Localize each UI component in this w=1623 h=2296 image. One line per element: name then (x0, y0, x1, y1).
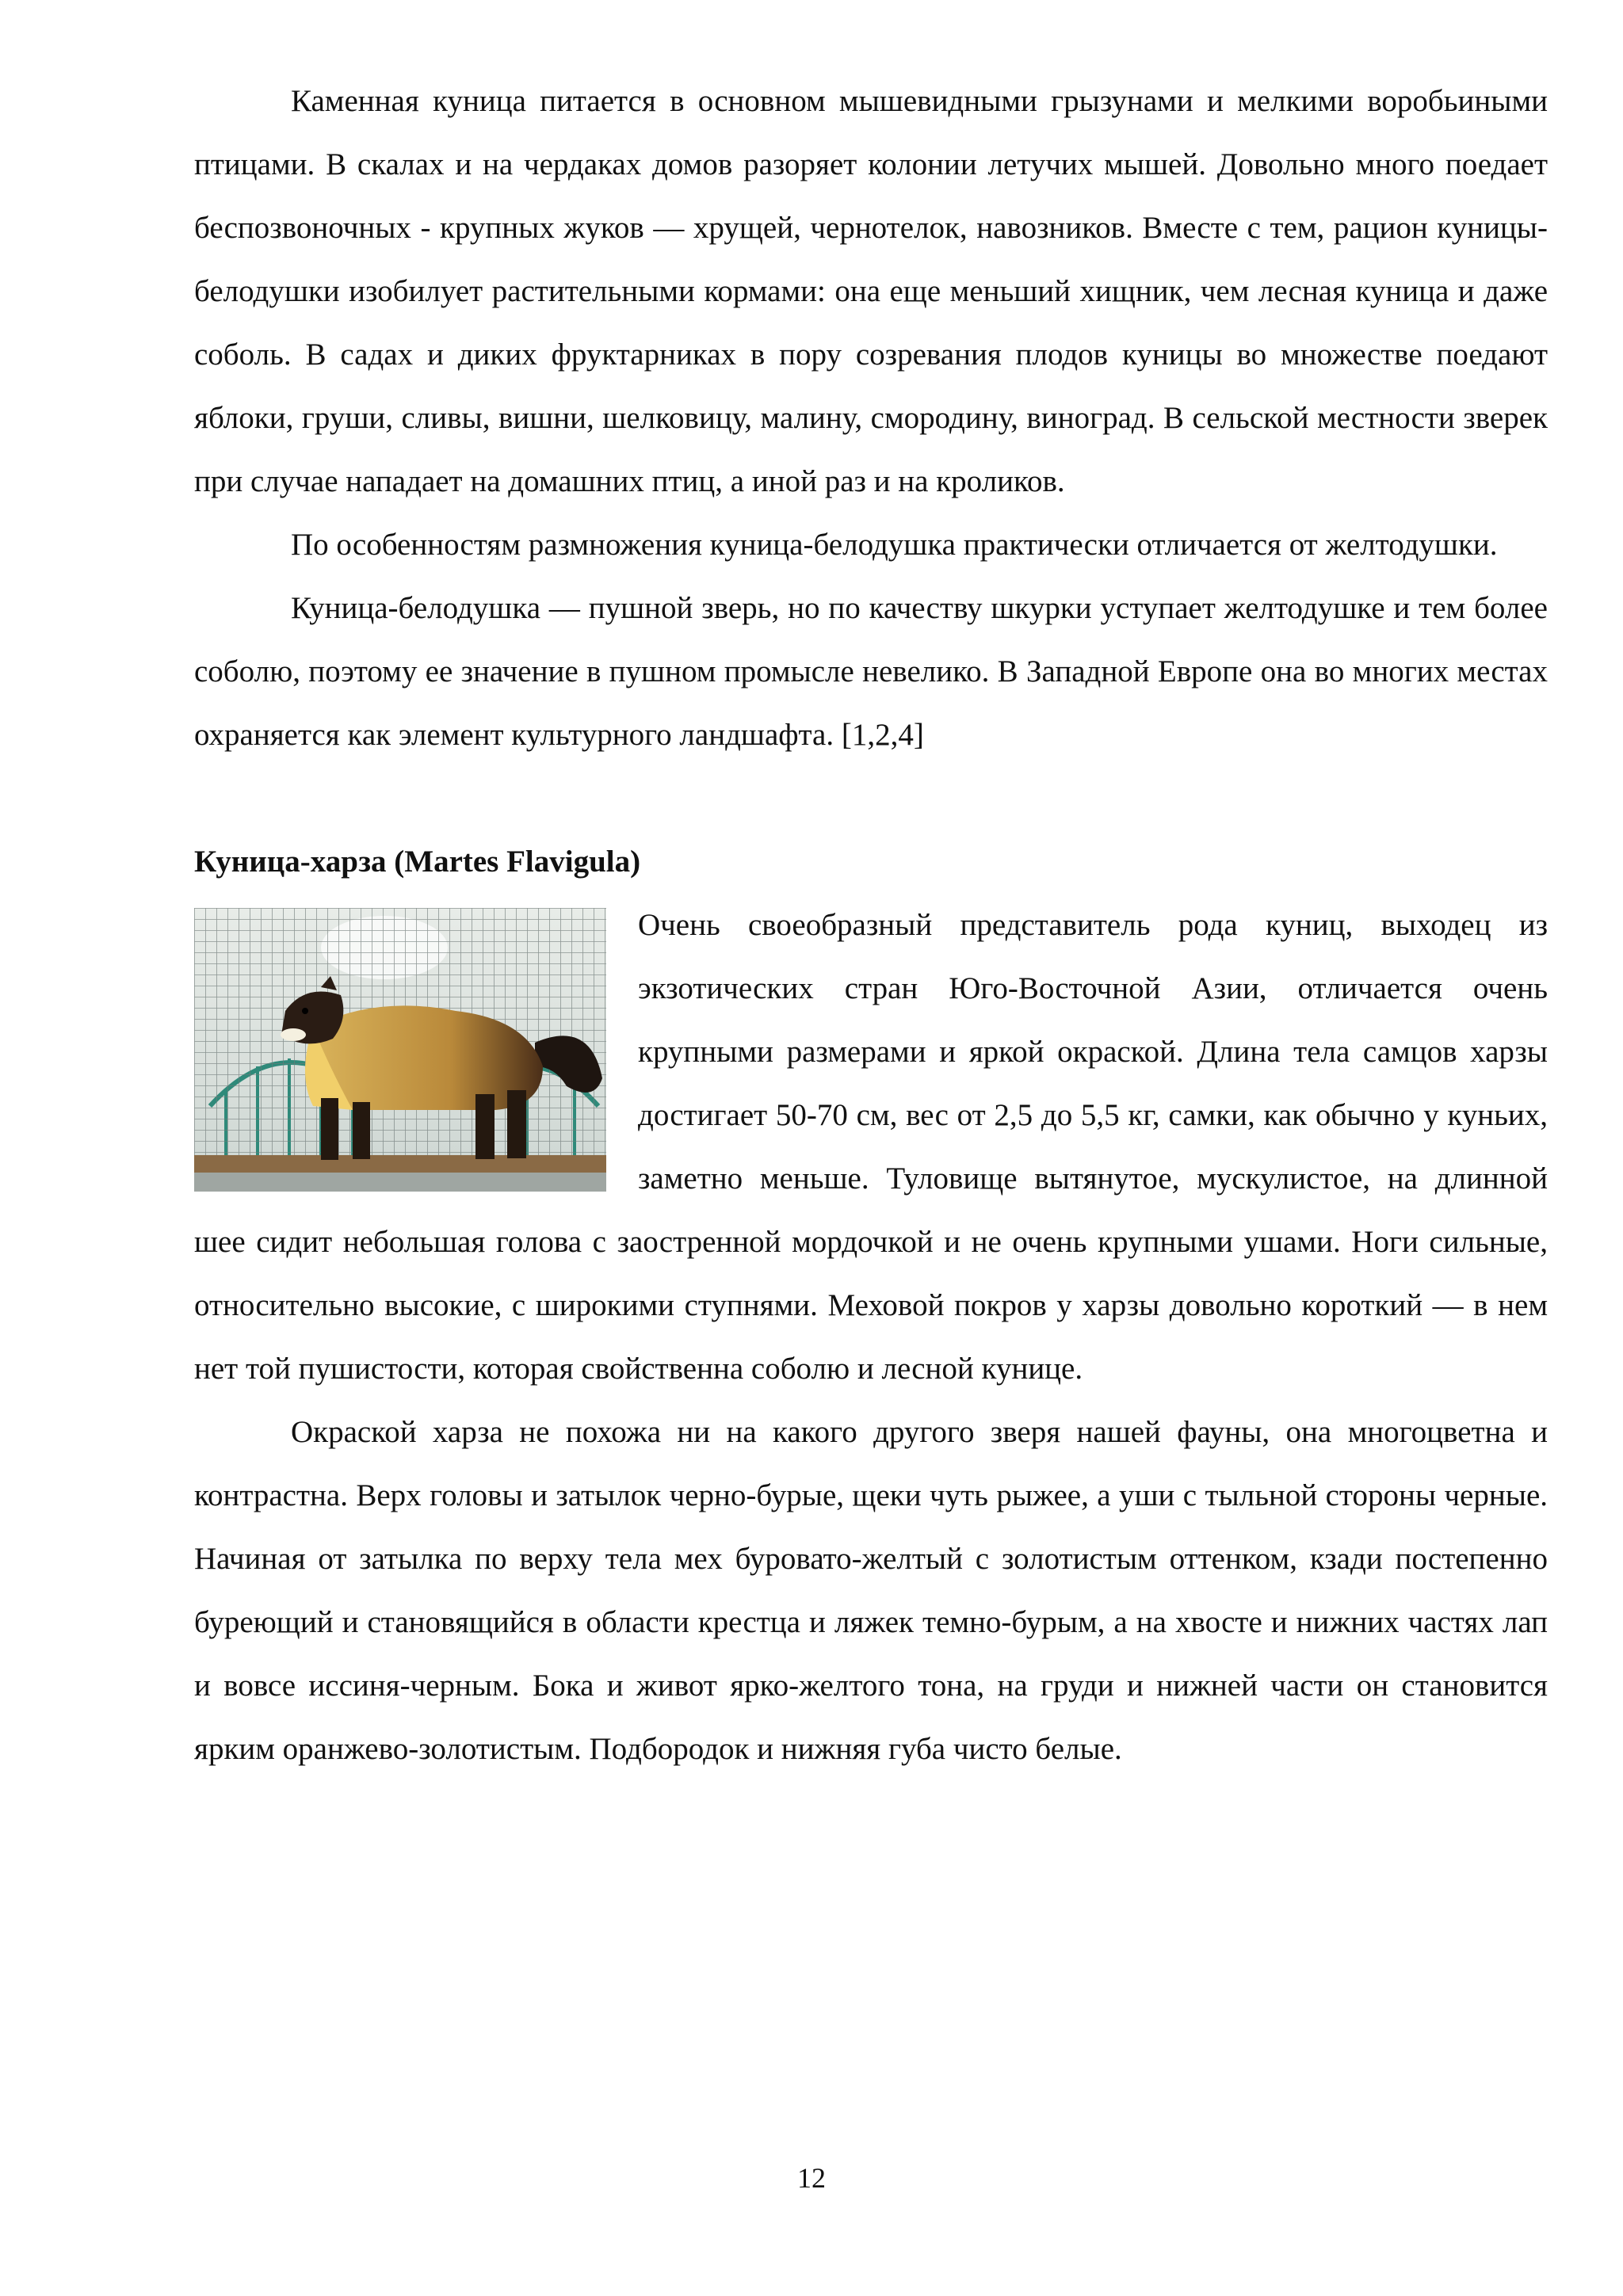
section-spacer (194, 767, 1548, 830)
document-page (194, 70, 1548, 1781)
paragraph-fur-value: Куница-белодушка — пушной зверь, но по качеству шкурки уступает желтодушке и тем более соболю, поэтому ее значение в пушном промысле невелико. В Западной Европе она во многих местах охраняется как элемент культурного ландшафта. [1,2,4] (194, 591, 1548, 752)
paragraph-kharza-coloring: Окраской харза не похожа ни на какого другого зверя нашей фауны, она многоцветна и контрастна. Верх головы и затылок черно-бурые, щеки чуть рыжее, а уши с тыльной стороны черные. Начиная от затылка по верху тела мех буровато-желтый с золотистым оттенком, кзади постепенно буреющий и становящийся в области крестца и ляжек темно-бурым, а на хвосте и нижних частях лап и вовсе иссиня-черным. Бока и живот ярко-желтого тона, на груди и нижней части он становится ярким оранжево-золотистым. Подбородок и нижняя губа чисто белые. (194, 1415, 1548, 1766)
marten-photo (194, 908, 606, 1192)
paragraph-reproduction: По особенностям размножения куница-белодушка практически отличается от желтодушки. (291, 528, 1498, 562)
paragraph-stone-marten-diet: Каменная куница питается в основном мышевидными грызунами и мелкими воробьиными птицами. В скалах и на чердаках домов разоряет колонии летучих мышей. Довольно много поедает беспозвоночных - крупных жуков — хрущей, чернотелок, навозников. Вместе с тем, рацион куницы-белодушки изобилует растительными кормами: она еще меньший хищник, чем лесная куница и даже соболь. В садах и диких фруктарниках в пору созревания плодов куницы во множестве поедают яблоки, груши, сливы, вишни, шелковицу, малину, смородину, виноград. В сельской местности зверек при случае нападает на домашних птиц, а иной раз и на кроликов. (194, 84, 1548, 498)
section-heading: Куница-харза (Martes Flavigula) (194, 845, 641, 879)
yellow-throated-marten-photo-icon (194, 908, 606, 1192)
page-number: 12 (797, 2162, 826, 2194)
paragraph-kharza-description: Очень своеобразный представитель рода куниц, выходец из экзотических стран Юго-Восточной Азии, отличается очень крупными размерами и яркой окраской. Длина тела самцов харзы достигает 50-70 см, вес от 2,5 до 5,5 кг, самки, как обычно у куньих, заметно меньше. Туловище вытянутое, мускулистое, на длинной шее сидит небольшая голова с заостренной мордочкой и не очень крупными ушами. Ноги сильные, относительно высокие, с широкими ступнями. Меховой покров у харзы довольно короткий — в нем нет той пушистости, которая свойственна соболю и лесной кунице. (194, 908, 1548, 1386)
